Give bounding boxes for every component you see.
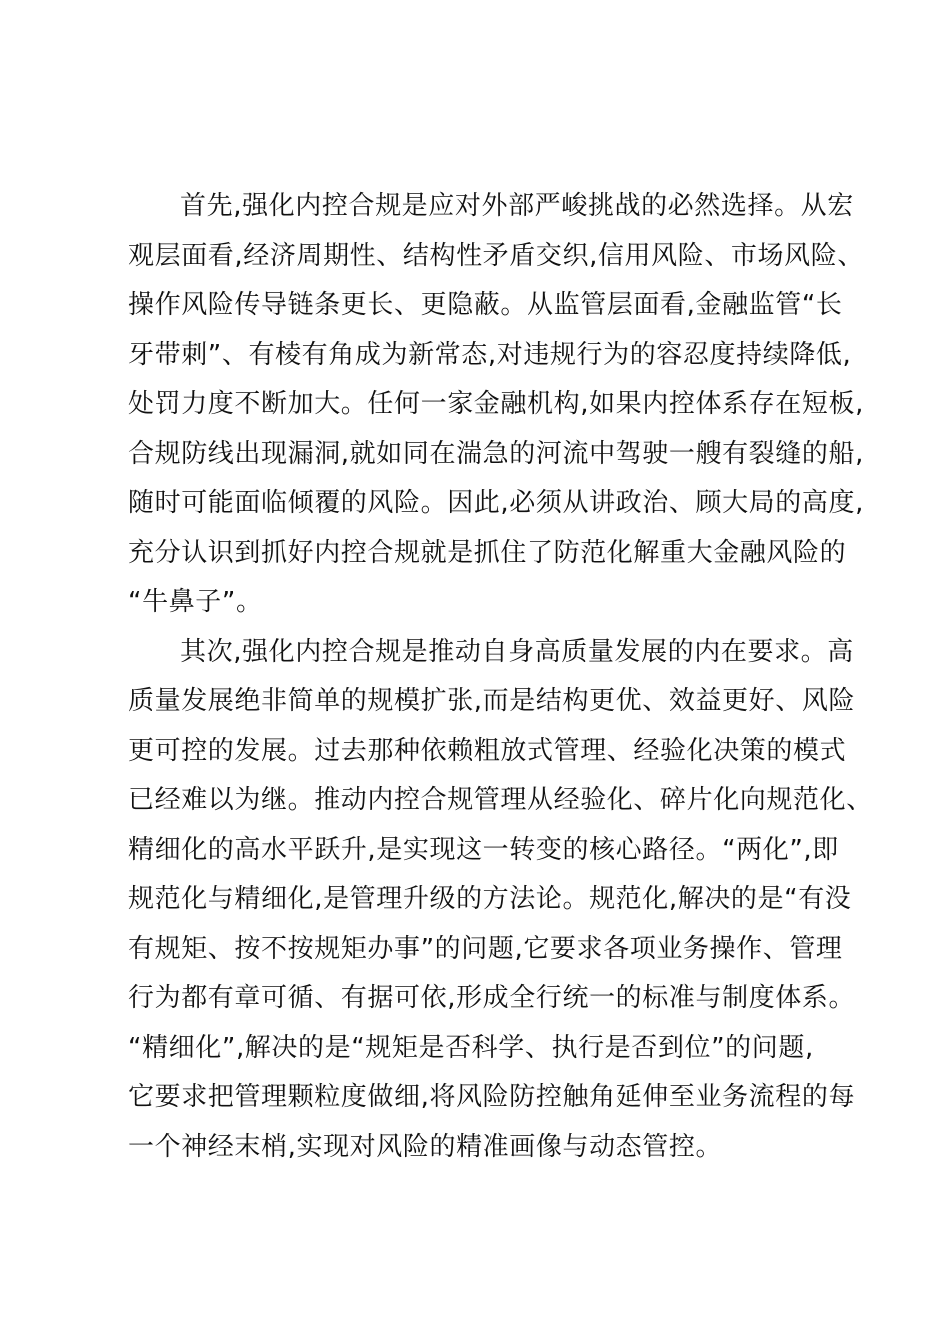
document-body	[128, 182, 873, 1172]
text-line: 观层面看,经济周期性、结构性矛盾交织,信用风险、市场风险、	[128, 240, 864, 271]
text-line: 处罚力度不断加大。任何一家金融机构,如果内控体系存在短板,	[128, 389, 864, 419]
text-line: “精细化”,解决的是“规矩是否科学、执行是否到位”的问题,	[128, 1032, 814, 1063]
text-line: 其次,强化内控合规是推动自身高质量发展的内在要求。高	[180, 636, 854, 667]
paragraph-1	[128, 182, 864, 628]
paragraph-2	[128, 628, 873, 1173]
text-line: “牛鼻子”。	[128, 587, 263, 617]
text-line: 合规防线出现漏洞,就如同在湍急的河流中驾驶一艘有裂缝的船,	[128, 438, 864, 469]
text-line: 充分认识到抓好内控合规就是抓住了防范化解重大金融风险的	[128, 537, 847, 568]
text-line: 操作风险传导链条更长、更隐蔽。从监管层面看,金融监管“长	[128, 290, 843, 320]
text-line: 它要求把管理颗粒度做细,将风险防控触角延伸至业务流程的每	[128, 1082, 856, 1112]
text-line: 牙带刺”、有棱有角成为新常态,对违规行为的容忍度持续降低,	[128, 339, 852, 370]
text-line: 已经难以为继。推动内控合规管理从经验化、碎片化向规范化、	[128, 785, 873, 815]
text-line: 规范化与精细化,是管理升级的方法论。规范化,解决的是“有没	[128, 884, 852, 914]
text-line: 一个神经末梢,实现对风险的精准画像与动态管控。	[128, 1131, 723, 1162]
text-line: 质量发展绝非简单的规模扩张,而是结构更优、效益更好、风险	[128, 686, 856, 716]
text-line: 行为都有章可循、有据可依,形成全行统一的标准与制度体系。	[128, 983, 856, 1013]
text-line: 有规矩、按不按规矩办事”的问题,它要求各项业务操作、管理	[128, 933, 843, 964]
text-line: 精细化的高水平跃升,是实现这一转变的核心路径。“两化”,即	[128, 834, 839, 865]
text-line: 更可控的发展。过去那种依赖粗放式管理、经验化决策的模式	[128, 735, 847, 766]
text-line: 首先,强化内控合规是应对外部严峻挑战的必然选择。从宏	[180, 191, 854, 221]
text-line: 随时可能面临倾覆的风险。因此,必须从讲政治、顾大局的高度,	[128, 488, 864, 518]
